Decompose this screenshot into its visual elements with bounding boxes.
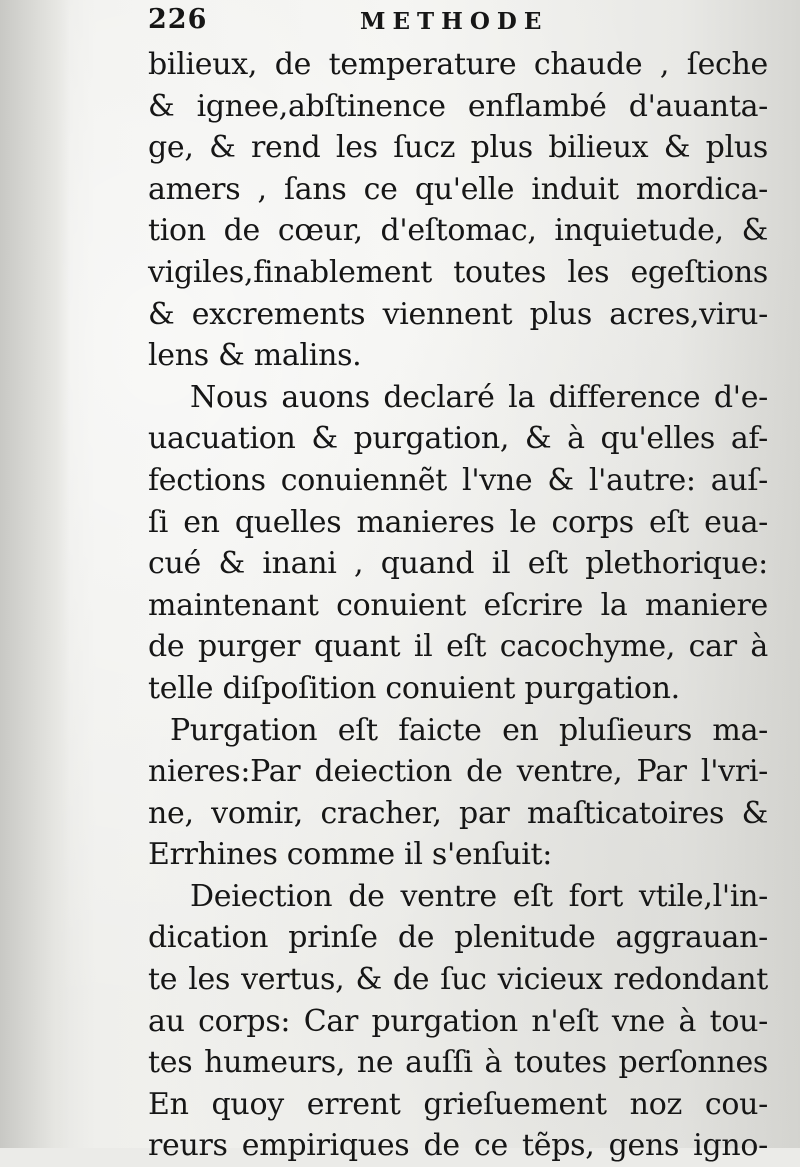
text-line: & ignee,abſtinence enflambé d'auanta- [148, 88, 768, 124]
text-line: telle diſpoſition conuient purgation. [148, 670, 680, 706]
running-head: METHODE [360, 8, 549, 35]
text-line: amers , ſans ce qu'elle induit mordica- [148, 171, 768, 207]
text-line: Purgation eſt faicte en pluſieurs ma- [170, 712, 768, 748]
text-line: ne, vomir, cracher, par maſticatoires & [148, 795, 768, 831]
text-line: lens & malins. [148, 338, 362, 374]
text-line: vigiles,finablement toutes les egeſtions [148, 254, 768, 290]
text-line: te les vertus, & de ſuc vicieux redondant [148, 962, 768, 998]
body-text [148, 44, 768, 1167]
text-line: cué & inani , quand il eſt plethorique: [148, 546, 768, 582]
text-line: ſi en quelles manieres le corps eſt eua- [148, 504, 768, 540]
text-line: nieres:Par deiection de ventre, Par l'vri- [148, 754, 768, 790]
text-line: reurs empiriques de ce tẽps, gens igno- [148, 1128, 768, 1164]
text-line: En quoy errent grieſuement noz cou- [148, 1086, 768, 1122]
text-line: ge, & rend les ſucz plus bilieux & plus [148, 130, 768, 166]
text-line: & excrements viennent plus acres,viru- [148, 296, 768, 332]
text-line: Deiection de ventre eſt fort vtile,l'in- [190, 878, 768, 914]
text-line: au corps: Car purgation n'eſt vne à tou- [148, 1003, 768, 1039]
text-line: uacuation & purgation, & à qu'elles af- [148, 421, 768, 457]
text-line: de purger quant il eſt cacochyme, car à [148, 629, 768, 665]
page-gutter [0, 0, 70, 1148]
text-line: Errhines comme il s'enſuit: [148, 837, 553, 873]
text-line: Nous auons declaré la difference d'e- [190, 379, 768, 415]
text-line: maintenant conuient eſcrire la maniere [148, 587, 768, 623]
page-header [148, 4, 768, 44]
text-line: fections conuiennẽt l'vne & l'autre: auſ- [148, 462, 768, 498]
text-line: tes humeurs, ne auſſi à toutes perſonnes [148, 1045, 768, 1081]
text-line: tion de cœur, d'eſtomac, inquietude, & [148, 213, 768, 249]
page-number: 226 [148, 4, 208, 35]
text-line: bilieux, de temperature chaude , ſeche [148, 47, 768, 82]
text-line: dication prinſe de plenitude aggrauan- [148, 920, 768, 956]
